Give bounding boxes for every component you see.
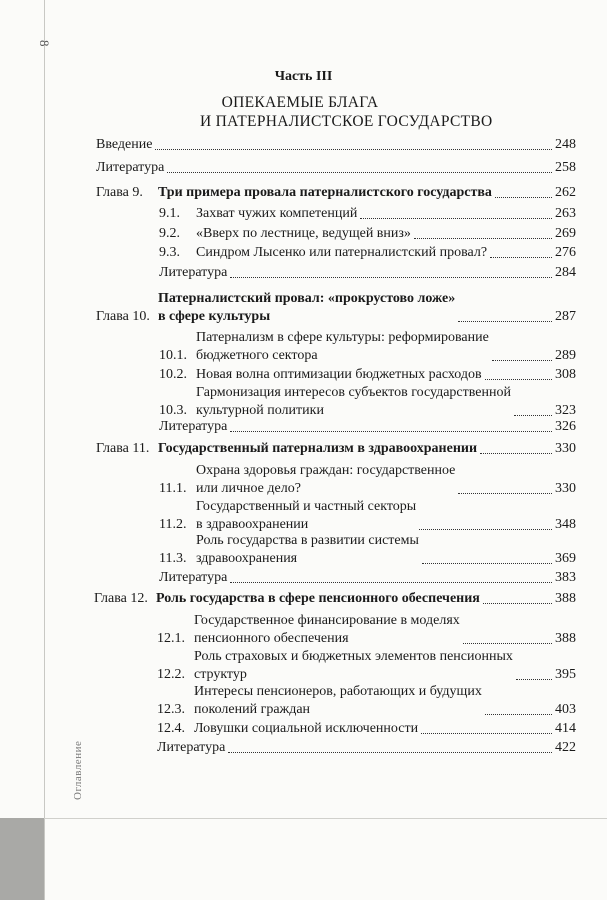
toc-entry-page: 276 [555, 245, 576, 260]
section-number: 9.1. [159, 206, 180, 221]
section-title-line: Патернализм в сфере культуры: реформирование [196, 330, 489, 345]
running-head: Оглавление [72, 740, 84, 800]
toc-chapter-11-literature[interactable] [159, 569, 576, 587]
toc-section-12-1[interactable] [157, 612, 576, 648]
toc-entry-page: 348 [555, 517, 576, 532]
leader-dots [485, 714, 552, 715]
section-number: 11.2. [159, 517, 187, 532]
leader-dots [419, 529, 552, 530]
chapter-number: Глава 11. [96, 441, 150, 456]
toc-entry-page: 269 [555, 226, 576, 241]
toc-section-11-2[interactable] [159, 498, 576, 534]
leader-dots [480, 453, 552, 454]
leader-dots [421, 733, 552, 734]
section-number: 9.2. [159, 226, 180, 241]
toc-section-10-2[interactable] [159, 366, 576, 384]
toc-section-10-1[interactable] [159, 329, 576, 365]
leader-dots [516, 679, 552, 680]
toc-section-12-3[interactable] [157, 683, 576, 719]
leader-dots [414, 238, 552, 239]
toc-entry-title: Литература [96, 160, 165, 175]
chapter-number: Глава 12. [94, 591, 148, 606]
toc-entry-page: 422 [555, 740, 576, 755]
chapter-title [158, 290, 455, 326]
section-number: 9.3. [159, 245, 180, 260]
section-title-line: пенсионного обеспечения [194, 631, 349, 646]
section-title: Захват чужих компетенций [196, 206, 358, 221]
section-number: 12.1. [157, 631, 185, 646]
toc-entry-intro[interactable] [96, 136, 576, 154]
chapter-title: Государственный патернализм в здравоохранении [158, 441, 478, 456]
chapter-number: Глава 10. [96, 309, 150, 324]
part-title-line: И ПАТЕРНАЛИСТСКОЕ ГОСУДАРСТВО [200, 113, 493, 130]
section-title [196, 498, 416, 534]
toc-entry-title: Литература [159, 570, 228, 585]
section-number: 12.4. [157, 721, 185, 736]
toc-entry-page: 284 [555, 265, 576, 280]
section-title-line: в здравоохранении [196, 517, 309, 532]
section-title-line: Интересы пенсионеров, работающих и будущих [194, 684, 482, 699]
leader-dots [490, 257, 552, 258]
toc-entry-page: 289 [555, 348, 576, 363]
toc-entry-page: 330 [555, 481, 576, 496]
toc-entry-title: Введение [96, 137, 153, 152]
section-number: 10.3. [159, 403, 187, 418]
toc-entry-page: 414 [555, 721, 576, 736]
toc-chapter-12-literature[interactable] [157, 739, 576, 757]
leader-dots [228, 752, 552, 753]
section-title: «Вверх по лестнице, ведущей вниз» [196, 226, 411, 241]
section-title [196, 329, 489, 365]
section-number: 11.1. [159, 481, 187, 496]
section-title-line: Государственный и частный секторы [196, 499, 417, 514]
leader-dots [230, 431, 552, 432]
toc-chapter-9[interactable] [96, 184, 576, 202]
section-title: Ловушки социальной исключенности [194, 721, 419, 736]
section-title-line: Роль страховых и бюджетных элементов пенсионных [194, 649, 513, 664]
leader-dots [514, 415, 552, 416]
chapter-title: Роль государства в сфере пенсионного обеспечения [156, 591, 480, 606]
section-number: 10.1. [159, 348, 187, 363]
toc-section-12-4[interactable] [157, 720, 576, 738]
section-title-line: или личное дело? [196, 481, 301, 496]
toc-entry-page: 263 [555, 206, 576, 221]
toc-chapter-9-literature[interactable] [159, 264, 576, 282]
section-title-line: Гармонизация интересов субъектов государственной [196, 385, 511, 400]
toc-chapter-10[interactable] [96, 290, 576, 326]
chapter-title-line: Патерналистский провал: «прокрустово ложе» [158, 291, 456, 306]
toc-entry-intro-literature[interactable] [96, 159, 576, 177]
toc-section-12-2[interactable] [157, 648, 576, 684]
leader-dots [422, 563, 552, 564]
section-title-line: Роль государства в развитии системы [196, 533, 419, 548]
leader-dots [495, 197, 552, 198]
section-title-line: культурной политики [196, 403, 324, 418]
section-number: 12.2. [157, 667, 185, 682]
leader-dots [155, 149, 552, 150]
section-title: Синдром Лысенко или патерналистский провал? [196, 245, 488, 260]
toc-entry-page: 323 [555, 403, 576, 418]
toc-entry-page: 248 [555, 137, 576, 152]
section-title: Новая волна оптимизации бюджетных расходов [196, 367, 482, 382]
toc-section-9-3[interactable] [159, 244, 576, 262]
leader-dots [167, 172, 552, 173]
part-title-line: ОПЕКАЕМЫЕ БЛАГА [221, 94, 379, 111]
section-title-line: здравоохранения [196, 551, 298, 566]
page-number: 8 [37, 40, 52, 47]
toc-entry-page: 369 [555, 551, 576, 566]
toc-entry-page: 262 [555, 185, 576, 200]
toc-entry-title: Литература [157, 740, 226, 755]
section-title [194, 612, 460, 648]
leader-dots [360, 218, 552, 219]
leader-dots [458, 321, 552, 322]
leader-dots [458, 493, 552, 494]
section-title-line: Охрана здоровья граждан: государственное [196, 463, 456, 478]
section-title [194, 648, 513, 684]
section-title [194, 683, 482, 719]
toc-entry-page: 326 [555, 419, 576, 434]
toc-entry-page: 403 [555, 702, 576, 717]
section-number: 11.3. [159, 551, 187, 566]
toc-entry-page: 388 [555, 591, 576, 606]
toc-chapter-10-literature[interactable] [159, 418, 576, 436]
toc-section-11-3[interactable] [159, 532, 576, 568]
toc-chapter-12[interactable] [94, 590, 576, 608]
leader-dots [230, 277, 552, 278]
toc-section-10-3[interactable] [159, 384, 576, 420]
part-label: Часть III [274, 69, 333, 84]
leader-dots [230, 582, 552, 583]
toc-entry-page: 330 [555, 441, 576, 456]
toc-entry-page: 388 [555, 631, 576, 646]
leader-dots [492, 360, 552, 361]
toc-entry-page: 287 [555, 309, 576, 324]
toc-entry-title: Литература [159, 419, 228, 434]
section-title [196, 384, 511, 420]
section-title [196, 532, 419, 568]
toc-entry-page: 258 [555, 160, 576, 175]
chapter-number: Глава 9. [96, 185, 143, 200]
leader-dots [485, 379, 552, 380]
section-title-line: поколений граждан [194, 702, 311, 717]
section-number: 10.2. [159, 367, 187, 382]
chapter-title-line: в сфере культуры [158, 309, 271, 324]
toc-section-9-1[interactable] [159, 205, 576, 223]
toc-entry-title: Литература [159, 265, 228, 280]
toc-section-9-2[interactable] [159, 225, 576, 243]
section-title-line: бюджетного сектора [196, 348, 318, 363]
section-title [196, 462, 455, 498]
toc-chapter-11[interactable] [96, 440, 576, 458]
toc-entry-page: 308 [555, 367, 576, 382]
leader-dots [483, 603, 552, 604]
toc-section-11-1[interactable] [159, 462, 576, 498]
toc-entry-page: 395 [555, 667, 576, 682]
chapter-title: Три примера провала патерналистского государства [158, 185, 492, 200]
section-title-line: структур [194, 667, 247, 682]
section-title-line: Государственное финансирование в моделях [194, 613, 460, 628]
section-number: 12.3. [157, 702, 185, 717]
toc-entry-page: 383 [555, 570, 576, 585]
leader-dots [463, 643, 552, 644]
